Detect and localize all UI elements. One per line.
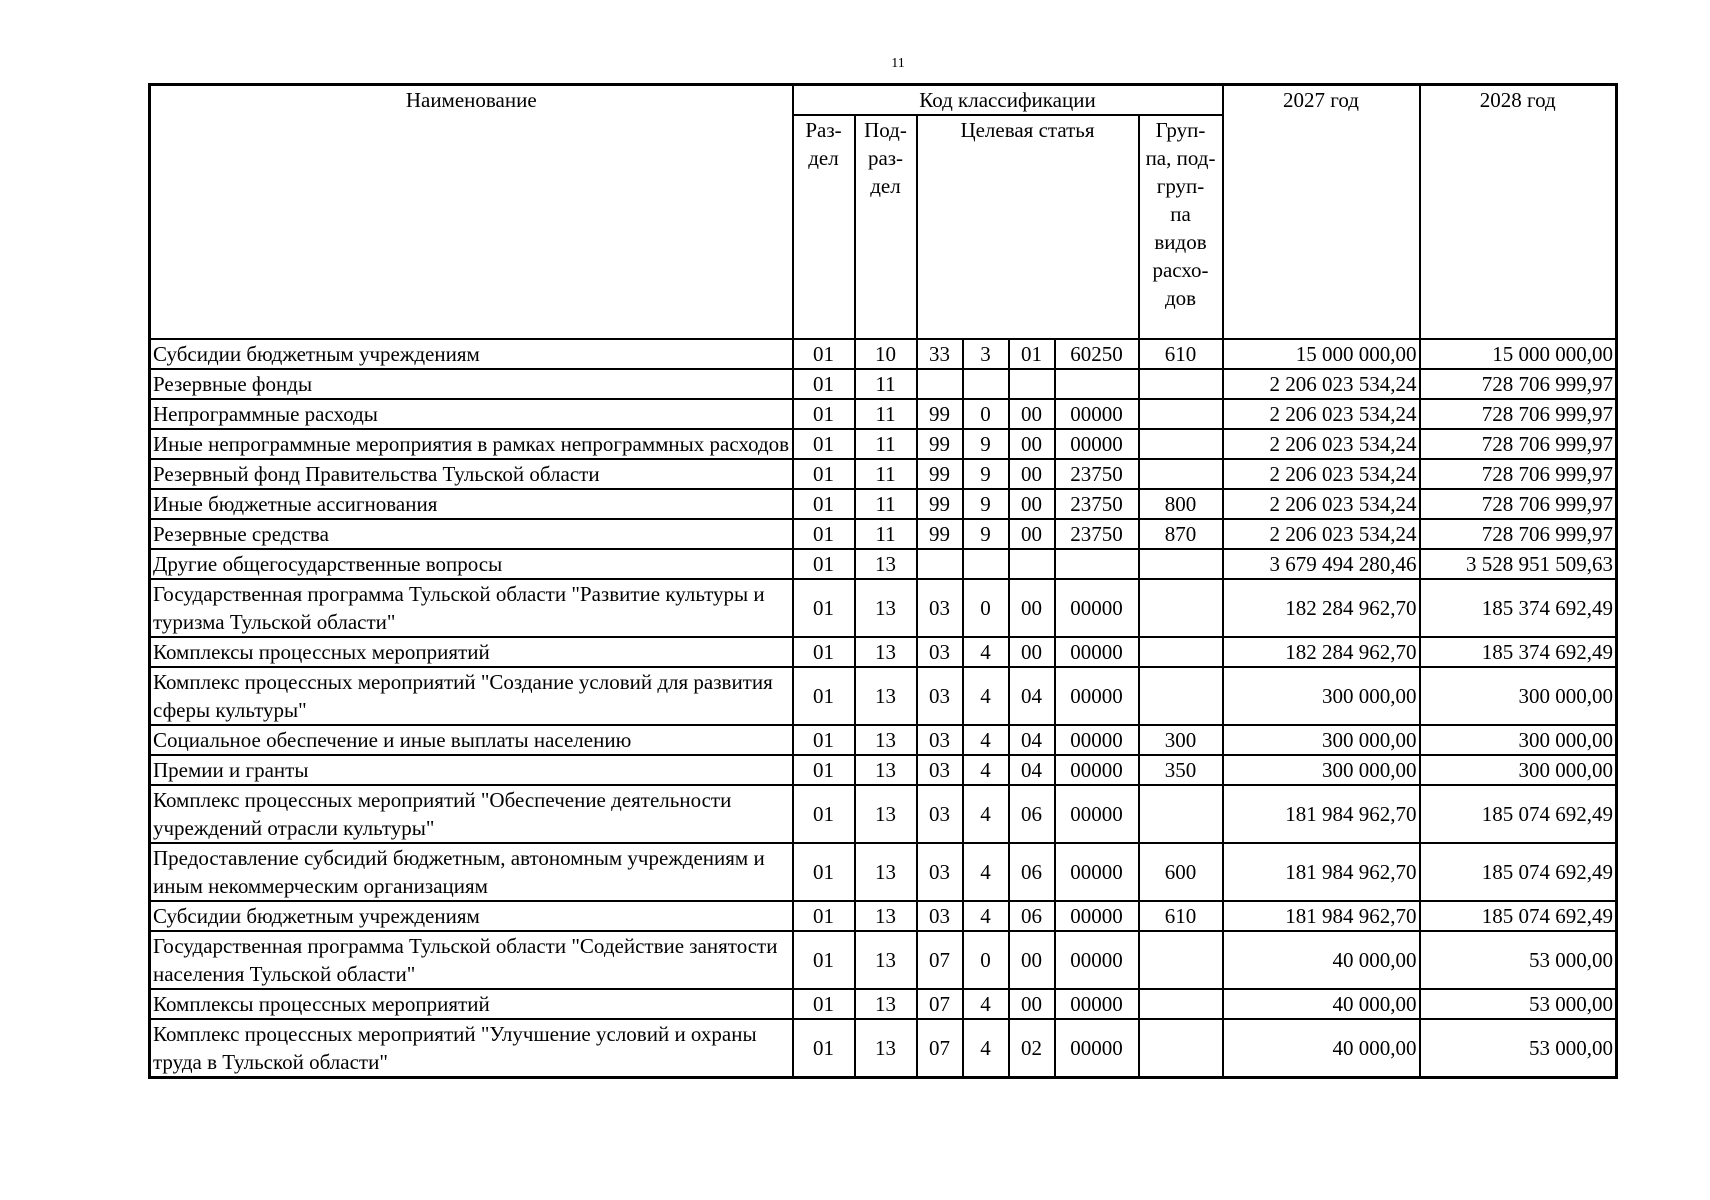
cell-section: 01 — [793, 785, 855, 843]
cell-subprogram: 4 — [963, 667, 1009, 725]
cell-section: 01 — [793, 459, 855, 489]
cell-amount-2027: 2 206 023 534,24 — [1223, 489, 1420, 519]
table-row — [150, 989, 1617, 1019]
cell-direction: 00000 — [1055, 843, 1139, 901]
cell-amount-2028: 185 074 692,49 — [1420, 843, 1617, 901]
cell-section: 01 — [793, 637, 855, 667]
cell-expense-type — [1139, 785, 1223, 843]
cell-amount-2027: 2 206 023 534,24 — [1223, 429, 1420, 459]
cell-subsection: 13 — [855, 755, 917, 785]
cell-expense-type — [1139, 429, 1223, 459]
table-row — [150, 519, 1617, 549]
cell-subsection: 11 — [855, 429, 917, 459]
cell-amount-2027: 2 206 023 534,24 — [1223, 369, 1420, 399]
cell-direction: 00000 — [1055, 931, 1139, 989]
cell-program: 99 — [917, 399, 963, 429]
cell-subsection: 11 — [855, 369, 917, 399]
header-target-article: Целевая статья — [917, 115, 1139, 339]
cell-direction: 00000 — [1055, 901, 1139, 931]
cell-subprogram: 0 — [963, 579, 1009, 637]
cell-program: 99 — [917, 459, 963, 489]
cell-subprogram: 9 — [963, 519, 1009, 549]
table-row — [150, 369, 1617, 399]
table-row — [150, 667, 1617, 725]
cell-direction: 00000 — [1055, 1019, 1139, 1078]
cell-direction: 00000 — [1055, 667, 1139, 725]
cell-amount-2028: 15 000 000,00 — [1420, 339, 1617, 369]
cell-amount-2028: 185 374 692,49 — [1420, 579, 1617, 637]
header-year-2028: 2028 год — [1420, 85, 1617, 340]
cell-subsection: 11 — [855, 519, 917, 549]
cell-program: 03 — [917, 755, 963, 785]
cell-name: Социальное обеспечение и иные выплаты населению — [150, 725, 793, 755]
cell-section: 01 — [793, 989, 855, 1019]
cell-activity: 00 — [1009, 989, 1055, 1019]
cell-section: 01 — [793, 931, 855, 989]
cell-program: 03 — [917, 785, 963, 843]
cell-subsection: 13 — [855, 725, 917, 755]
cell-section: 01 — [793, 667, 855, 725]
cell-amount-2028: 185 374 692,49 — [1420, 637, 1617, 667]
cell-amount-2027: 2 206 023 534,24 — [1223, 399, 1420, 429]
cell-program: 07 — [917, 931, 963, 989]
table-row — [150, 489, 1617, 519]
cell-direction: 00000 — [1055, 429, 1139, 459]
table-row — [150, 637, 1617, 667]
cell-direction: 23750 — [1055, 459, 1139, 489]
cell-name: Комплекс процессных мероприятий "Создание условий для развития сферы культуры" — [150, 667, 793, 725]
cell-direction: 00000 — [1055, 399, 1139, 429]
cell-direction: 00000 — [1055, 637, 1139, 667]
table-row — [150, 843, 1617, 901]
cell-activity: 00 — [1009, 429, 1055, 459]
table-row — [150, 1019, 1617, 1078]
cell-amount-2028: 728 706 999,97 — [1420, 519, 1617, 549]
cell-amount-2027: 182 284 962,70 — [1223, 579, 1420, 637]
table-row — [150, 549, 1617, 579]
cell-direction: 23750 — [1055, 489, 1139, 519]
cell-subprogram: 9 — [963, 429, 1009, 459]
table-row — [150, 399, 1617, 429]
cell-expense-type — [1139, 459, 1223, 489]
cell-direction: 23750 — [1055, 519, 1139, 549]
cell-direction — [1055, 549, 1139, 579]
cell-subsection: 10 — [855, 339, 917, 369]
cell-activity: 02 — [1009, 1019, 1055, 1078]
cell-amount-2028: 53 000,00 — [1420, 931, 1617, 989]
cell-activity: 00 — [1009, 519, 1055, 549]
cell-direction: 00000 — [1055, 725, 1139, 755]
cell-amount-2028: 300 000,00 — [1420, 725, 1617, 755]
header-name: Наименование — [150, 85, 793, 340]
table-body — [150, 339, 1617, 1078]
cell-name: Другие общегосударственные вопросы — [150, 549, 793, 579]
cell-direction: 00000 — [1055, 755, 1139, 785]
cell-program: 03 — [917, 843, 963, 901]
table-row — [150, 725, 1617, 755]
cell-amount-2028: 300 000,00 — [1420, 667, 1617, 725]
table-row — [150, 429, 1617, 459]
cell-subprogram: 4 — [963, 1019, 1009, 1078]
cell-activity — [1009, 549, 1055, 579]
cell-subprogram: 4 — [963, 785, 1009, 843]
cell-expense-type: 610 — [1139, 339, 1223, 369]
cell-amount-2028: 728 706 999,97 — [1420, 369, 1617, 399]
cell-subprogram: 0 — [963, 399, 1009, 429]
cell-program: 33 — [917, 339, 963, 369]
cell-program: 07 — [917, 1019, 963, 1078]
cell-section: 01 — [793, 755, 855, 785]
cell-subprogram — [963, 369, 1009, 399]
cell-name: Иные бюджетные ассигнования — [150, 489, 793, 519]
budget-table — [148, 83, 1618, 1079]
cell-subsection: 11 — [855, 459, 917, 489]
cell-amount-2027: 181 984 962,70 — [1223, 901, 1420, 931]
cell-program: 99 — [917, 489, 963, 519]
cell-amount-2028: 185 074 692,49 — [1420, 785, 1617, 843]
header-subsection: Под- раз- дел — [855, 115, 917, 339]
cell-name: Субсидии бюджетным учреждениям — [150, 339, 793, 369]
cell-subsection: 13 — [855, 931, 917, 989]
cell-subprogram: 4 — [963, 725, 1009, 755]
cell-section: 01 — [793, 519, 855, 549]
cell-direction — [1055, 369, 1139, 399]
cell-expense-type — [1139, 667, 1223, 725]
cell-amount-2027: 15 000 000,00 — [1223, 339, 1420, 369]
cell-expense-type — [1139, 399, 1223, 429]
cell-name: Государственная программа Тульской области "Развитие культуры и туризма Тульской области" — [150, 579, 793, 637]
cell-activity: 01 — [1009, 339, 1055, 369]
page-number: 11 — [891, 56, 905, 71]
cell-subsection: 13 — [855, 901, 917, 931]
cell-section: 01 — [793, 725, 855, 755]
cell-amount-2027: 182 284 962,70 — [1223, 637, 1420, 667]
cell-program — [917, 369, 963, 399]
cell-direction: 00000 — [1055, 785, 1139, 843]
cell-subsection: 11 — [855, 399, 917, 429]
cell-section: 01 — [793, 843, 855, 901]
cell-section: 01 — [793, 429, 855, 459]
cell-name: Комплексы процессных мероприятий — [150, 989, 793, 1019]
cell-expense-type: 350 — [1139, 755, 1223, 785]
cell-subsection: 13 — [855, 989, 917, 1019]
cell-subprogram: 4 — [963, 989, 1009, 1019]
cell-amount-2027: 40 000,00 — [1223, 1019, 1420, 1078]
cell-name: Резервные фонды — [150, 369, 793, 399]
cell-expense-type — [1139, 549, 1223, 579]
cell-program: 07 — [917, 989, 963, 1019]
cell-subprogram — [963, 549, 1009, 579]
cell-subsection: 13 — [855, 549, 917, 579]
cell-direction: 60250 — [1055, 339, 1139, 369]
cell-expense-type — [1139, 579, 1223, 637]
cell-name: Предоставление субсидий бюджетным, автономным учреждениям и иным некоммерческим организациям — [150, 843, 793, 901]
cell-amount-2027: 40 000,00 — [1223, 989, 1420, 1019]
cell-program: 03 — [917, 725, 963, 755]
table-row — [150, 755, 1617, 785]
cell-subprogram: 4 — [963, 843, 1009, 901]
cell-name: Резервные средства — [150, 519, 793, 549]
table-row — [150, 931, 1617, 989]
cell-activity: 00 — [1009, 579, 1055, 637]
header-section: Раз- дел — [793, 115, 855, 339]
cell-name: Субсидии бюджетным учреждениям — [150, 901, 793, 931]
cell-expense-type: 800 — [1139, 489, 1223, 519]
table-row — [150, 339, 1617, 369]
cell-amount-2027: 181 984 962,70 — [1223, 785, 1420, 843]
cell-name: Премии и гранты — [150, 755, 793, 785]
cell-name: Комплексы процессных мероприятий — [150, 637, 793, 667]
cell-amount-2027: 3 679 494 280,46 — [1223, 549, 1420, 579]
cell-name: Комплекс процессных мероприятий "Обеспечение деятельности учреждений отрасли культуры" — [150, 785, 793, 843]
cell-amount-2027: 2 206 023 534,24 — [1223, 519, 1420, 549]
cell-section: 01 — [793, 901, 855, 931]
table-row — [150, 579, 1617, 637]
cell-amount-2027: 300 000,00 — [1223, 725, 1420, 755]
cell-activity: 00 — [1009, 931, 1055, 989]
cell-activity: 00 — [1009, 637, 1055, 667]
cell-section: 01 — [793, 339, 855, 369]
cell-section: 01 — [793, 1019, 855, 1078]
cell-name: Государственная программа Тульской области "Содействие занятости населения Тульской области" — [150, 931, 793, 989]
header-classification-code: Код классификации — [793, 85, 1223, 116]
cell-subprogram: 3 — [963, 339, 1009, 369]
cell-activity: 06 — [1009, 843, 1055, 901]
cell-direction: 00000 — [1055, 989, 1139, 1019]
cell-amount-2027: 40 000,00 — [1223, 931, 1420, 989]
cell-expense-type: 600 — [1139, 843, 1223, 901]
cell-subsection: 13 — [855, 785, 917, 843]
cell-section: 01 — [793, 399, 855, 429]
cell-amount-2028: 728 706 999,97 — [1420, 489, 1617, 519]
cell-program: 03 — [917, 901, 963, 931]
cell-direction: 00000 — [1055, 579, 1139, 637]
cell-subprogram: 9 — [963, 459, 1009, 489]
cell-activity: 04 — [1009, 755, 1055, 785]
cell-subsection: 13 — [855, 637, 917, 667]
table-header — [150, 85, 1617, 340]
cell-subprogram: 4 — [963, 755, 1009, 785]
cell-subsection: 13 — [855, 667, 917, 725]
cell-amount-2028: 728 706 999,97 — [1420, 459, 1617, 489]
cell-amount-2027: 181 984 962,70 — [1223, 843, 1420, 901]
cell-expense-type: 870 — [1139, 519, 1223, 549]
header-expense-group: Груп- па, под- груп- па видов расхо- дов — [1139, 115, 1223, 339]
cell-amount-2028: 728 706 999,97 — [1420, 399, 1617, 429]
cell-expense-type — [1139, 989, 1223, 1019]
cell-subsection: 13 — [855, 579, 917, 637]
cell-activity: 00 — [1009, 459, 1055, 489]
cell-activity: 00 — [1009, 489, 1055, 519]
cell-expense-type — [1139, 369, 1223, 399]
table-row — [150, 785, 1617, 843]
cell-name: Иные непрограммные мероприятия в рамках непрограммных расходов — [150, 429, 793, 459]
cell-expense-type — [1139, 637, 1223, 667]
cell-subprogram: 4 — [963, 901, 1009, 931]
table-row — [150, 901, 1617, 931]
cell-activity: 04 — [1009, 725, 1055, 755]
cell-name: Комплекс процессных мероприятий "Улучшение условий и охраны труда в Тульской области" — [150, 1019, 793, 1078]
cell-amount-2028: 53 000,00 — [1420, 989, 1617, 1019]
cell-program: 99 — [917, 519, 963, 549]
cell-subsection: 13 — [855, 843, 917, 901]
cell-program — [917, 549, 963, 579]
cell-program: 03 — [917, 579, 963, 637]
table-row — [150, 459, 1617, 489]
cell-amount-2028: 185 074 692,49 — [1420, 901, 1617, 931]
cell-amount-2027: 2 206 023 534,24 — [1223, 459, 1420, 489]
cell-amount-2027: 300 000,00 — [1223, 755, 1420, 785]
cell-name: Непрограммные расходы — [150, 399, 793, 429]
cell-amount-2027: 300 000,00 — [1223, 667, 1420, 725]
cell-activity: 04 — [1009, 667, 1055, 725]
cell-activity: 06 — [1009, 901, 1055, 931]
cell-subprogram: 0 — [963, 931, 1009, 989]
header-year-2027: 2027 год — [1223, 85, 1420, 340]
cell-program: 99 — [917, 429, 963, 459]
cell-expense-type: 300 — [1139, 725, 1223, 755]
cell-section: 01 — [793, 579, 855, 637]
cell-name: Резервный фонд Правительства Тульской области — [150, 459, 793, 489]
cell-activity: 06 — [1009, 785, 1055, 843]
cell-subsection: 11 — [855, 489, 917, 519]
cell-amount-2028: 3 528 951 509,63 — [1420, 549, 1617, 579]
cell-subsection: 13 — [855, 1019, 917, 1078]
cell-amount-2028: 728 706 999,97 — [1420, 429, 1617, 459]
cell-activity: 00 — [1009, 399, 1055, 429]
cell-amount-2028: 300 000,00 — [1420, 755, 1617, 785]
cell-subprogram: 9 — [963, 489, 1009, 519]
cell-expense-type — [1139, 931, 1223, 989]
cell-program: 03 — [917, 667, 963, 725]
cell-section: 01 — [793, 369, 855, 399]
cell-subprogram: 4 — [963, 637, 1009, 667]
cell-amount-2028: 53 000,00 — [1420, 1019, 1617, 1078]
cell-section: 01 — [793, 549, 855, 579]
cell-activity — [1009, 369, 1055, 399]
cell-program: 03 — [917, 637, 963, 667]
cell-section: 01 — [793, 489, 855, 519]
cell-expense-type: 610 — [1139, 901, 1223, 931]
cell-expense-type — [1139, 1019, 1223, 1078]
